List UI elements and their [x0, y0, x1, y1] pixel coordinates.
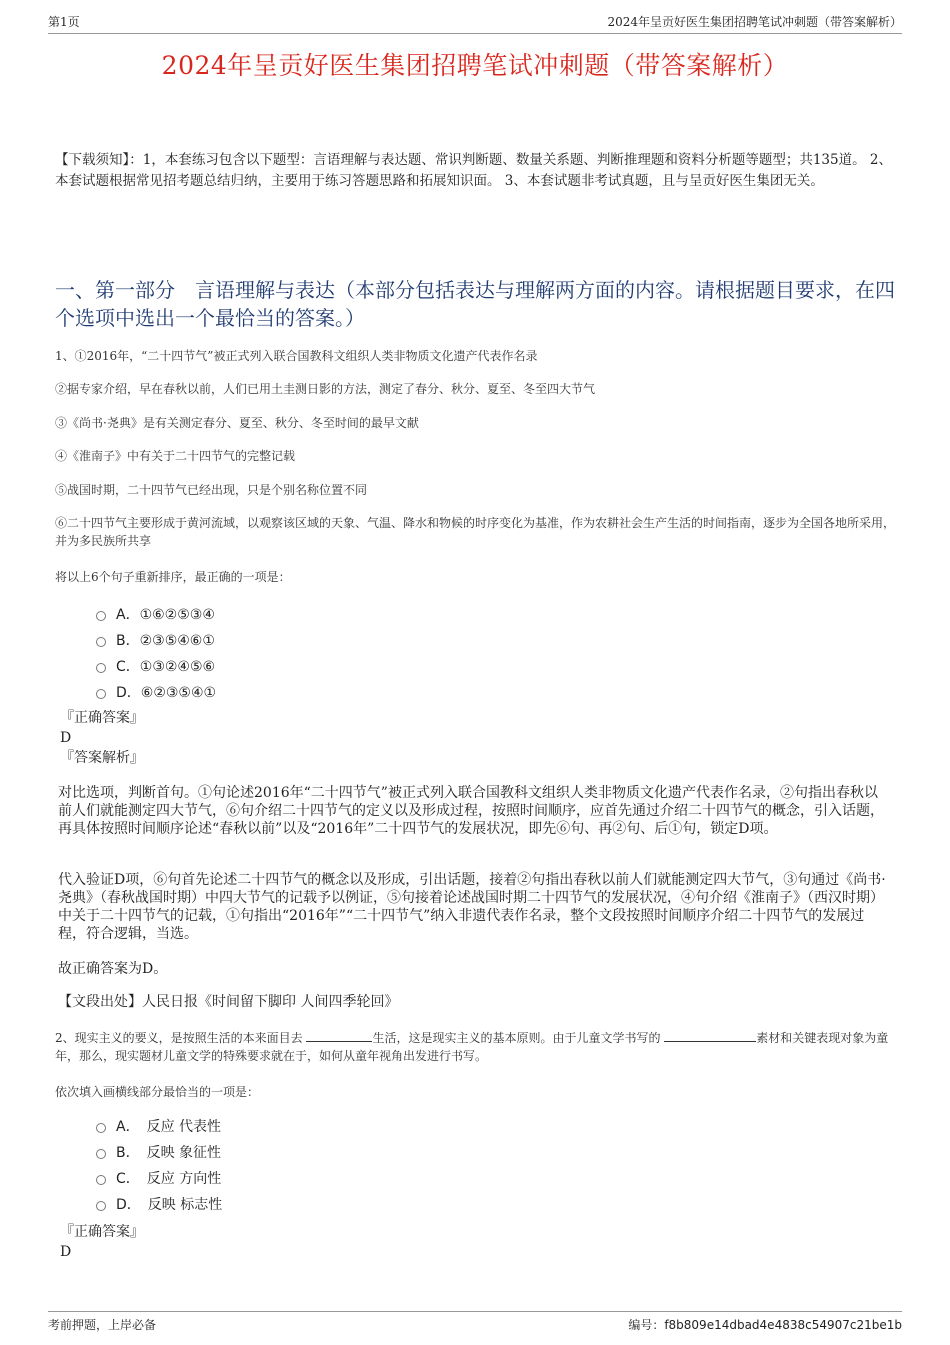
q2-prompt: 依次填入画横线部分最恰当的一项是：: [55, 1085, 260, 1099]
q2-answer-label: 『正确答案』: [60, 1224, 144, 1240]
q1-analysis-p1: 对比选项，判断首句。①句论述2016年“二十四节气”被正式列入联合国教科文组织人类非物质文化遗产代表作名录，②句指出春秋以前人们就能测定四大节气，⑥句介绍二十四节气的定义以及形成过程，按照时间顺序，应首先通过介绍二十四节气的概念，引入话题，再具体按照时间顺序论述“春秋以前”以及“2016年”二十四节气的发展状况，即先⑥句、再②句、后①句，锁定D项。: [58, 785, 884, 837]
q2-answer: D: [60, 1244, 72, 1260]
radio-icon[interactable]: [96, 1175, 106, 1185]
q1-option-b[interactable]: B．②③⑤④⑥①: [96, 627, 216, 653]
document-title: 2024年呈贡好医生集团招聘笔试冲刺题（带答案解析）: [161, 51, 789, 80]
q2-option-a[interactable]: A． 反应 代表性: [96, 1113, 222, 1139]
q1-sentence-2: ②据专家介绍，早在春秋以前，人们已用土圭测日影的方法，测定了春分、秋分、夏至、冬至四大节气: [55, 382, 596, 396]
radio-icon[interactable]: [96, 611, 106, 621]
section-heading: 一、第一部分 言语理解与表达（本部分包括表达与理解两方面的内容。请根据题目要求，在四个选项中选出一个最恰当的答案。）: [55, 278, 895, 330]
q1-analysis-p2: 代入验证D项，⑥句首先论述二十四节气的概念以及形成，引出话题，接着②句指出春秋以前人们就能测定四大节气，③句通过《尚书·尧典》（春秋战国时期）中四大节气的记载予以例证，⑤句接着论述战国时期二十四节气的发展状况，④句介绍《淮南子》（西汉时期）中关于二十四节气的记载，①句指出“2016年”“二十四节气”纳入非遗代表作名录，整个文段按照时间顺序介绍二十四节气的发展过程，符合逻辑，当选。: [58, 872, 886, 942]
q2-option-c[interactable]: C． 反应 方向性: [96, 1165, 222, 1191]
q1-analysis-p3: 故正确答案为D。: [58, 961, 168, 977]
page-header: [48, 14, 902, 34]
q1-sentence-5: ⑤战国时期，二十四节气已经出现，只是个别名称位置不同: [55, 483, 368, 497]
q2-option-b[interactable]: B． 反映 象征性: [96, 1139, 222, 1165]
q1-answer: D: [60, 730, 72, 746]
footer-slogan: 考前押题，上岸必备: [48, 1318, 157, 1332]
page-number: 第1页: [48, 15, 80, 29]
q1-analysis-label: 『答案解析』: [60, 750, 144, 766]
q1-answer-label: 『正确答案』: [60, 710, 144, 726]
q1-sentence-6: ⑥二十四节气主要形成于黄河流域，以观察该区域的天象、气温、降水和物候的时序变化为基准，作为农耕社会生产生活的时间指南，逐步为全国各地所采用，并为多民族所共享: [55, 516, 896, 548]
radio-icon[interactable]: [96, 1201, 106, 1211]
radio-icon[interactable]: [96, 1123, 106, 1133]
blank-1: [306, 1041, 372, 1042]
download-notice: 【下载须知】：1，本套练习包含以下题型：言语理解与表达题、常识判断题、数量关系题、判断推理题和资料分析题等题型；共135道。 2、本套试题根据常见招考题总结归纳，主要用于练习答题思路和拓展知识面。 3、本套试题非考试真题，且与呈贡好医生集团无关。: [55, 152, 892, 189]
radio-icon[interactable]: [96, 663, 106, 673]
q2-option-d[interactable]: D． 反映 标志性: [96, 1191, 222, 1217]
q1-source: 【文段出处】人民日报《时间留下脚印 人间四季轮回》: [58, 994, 399, 1010]
q1-option-c[interactable]: C．①③②④⑤⑥: [96, 653, 216, 679]
q1-option-a[interactable]: A．①⑥②⑤③④: [96, 601, 216, 627]
q1-sentence-4: ④《淮南子》中有关于二十四节气的完整记载: [55, 449, 296, 463]
radio-icon[interactable]: [96, 1149, 106, 1159]
q1-options: [96, 601, 216, 705]
q2-options: [96, 1113, 222, 1217]
radio-icon[interactable]: [96, 637, 106, 647]
q1-sentence-1: 1、①2016年，“二十四节气”被正式列入联合国教科文组织人类非物质文化遗产代表作名录: [55, 349, 538, 363]
q2-stem: 2、现实主义的要义，是按照生活的本来面目去 生活，这是现实主义的基本原则。由于儿童文学书写的 素材和关键表现对象为童年，那么，现实题材儿童文学的特殊要求就在于，如何从童年视角出发进行书写。: [55, 1031, 889, 1063]
q1-sentence-3: ③《尚书·尧典》是有关测定春分、夏至、秋分、冬至时间的最早文献: [55, 416, 419, 430]
header-doc-title: 2024年呈贡好医生集团招聘笔试冲刺题（带答案解析）: [607, 15, 902, 29]
footer-code: 编号：f8b809e14dbad4e4838c54907c21be1b: [628, 1318, 902, 1332]
radio-icon[interactable]: [96, 689, 106, 699]
blank-2: [664, 1041, 756, 1042]
q1-prompt: 将以上6个句子重新排序，最正确的一项是：: [55, 570, 291, 584]
page-footer: [48, 1311, 902, 1333]
q1-option-d[interactable]: D．⑥②③⑤④①: [96, 679, 216, 705]
